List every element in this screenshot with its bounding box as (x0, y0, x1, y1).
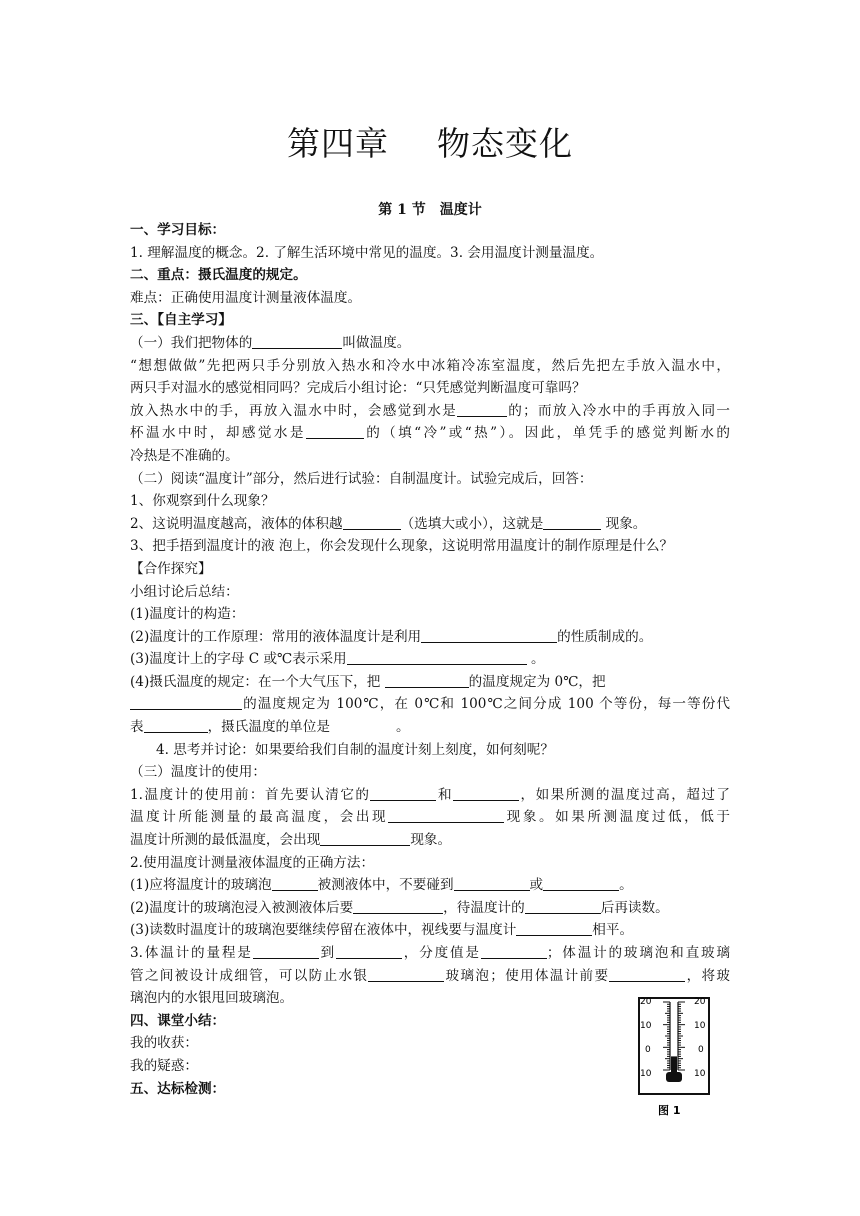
right-tick-label: 20 (694, 997, 706, 1007)
my-gains: 我的收获： (130, 1035, 198, 1052)
discussion-question: 4. 思考并讨论：如果要给我们自制的温度计刻上刻度，如何刻呢？ (156, 741, 554, 758)
right-tick-label: 10 (694, 1069, 706, 1079)
answer-blank[interactable] (252, 334, 342, 349)
right-tick-label: 10 (694, 1021, 706, 1031)
section-name: 温度计 (439, 202, 482, 218)
answer-blank[interactable] (253, 944, 319, 959)
answer-blank[interactable] (525, 899, 601, 914)
answer-blank[interactable] (353, 899, 443, 914)
method-step-3: (3)读数时温度计的玻璃泡要继续停留在液体中，视线要与温度计 相平。 (130, 922, 634, 939)
answer-blank[interactable] (347, 650, 527, 665)
question-3: 3、把手捂到温度计的液 泡上，你会发现什么现象，这说明常用温度计的制作原理是什么？ (130, 538, 674, 555)
before-use-line-1: 1.温度计的使用前：首先要认清它的 和 ，如果所测的温度过高，超过了 (130, 786, 731, 803)
answer-blank[interactable] (516, 921, 592, 936)
item-celsius-rule: (4)摄氏温度的规定：在一个大气压下，把 的温度规定为 0℃，把 (130, 673, 606, 690)
liquid-column (671, 1056, 677, 1074)
figure-caption: 图 1 (658, 1104, 681, 1117)
question-1: 1、你观察到什么现象？ (130, 493, 275, 510)
clinical-line-1: 3.体温计的量程是 到 ，分度值是 ；体温计的玻璃泡和直玻璃 (130, 945, 731, 961)
item-principle: (2)温度计的工作原理：常用的液体温度计是利用 的性质制成的。 (130, 628, 653, 645)
thermometer-bulb (666, 1072, 682, 1082)
item-structure: (1)温度计的构造： (130, 606, 245, 623)
left-tick-label: 10 (640, 1069, 652, 1079)
answer-blank[interactable] (454, 876, 530, 891)
summary-intro: 小组讨论后总结： (130, 583, 239, 600)
try-it-line-1: “想想做做”先把两只手分别放入热水和冷水中冰箱冷冻室温度，然后先把左手放入温水中， (130, 357, 730, 374)
objectives-text: 1. 理解温度的概念。2. 了解生活环境中常见的温度。3. 会用温度计测量温度。 (130, 244, 604, 261)
question-2: 2、这说明温度越高，液体的体积越 （选填大或小），这就是 现象。 (130, 515, 647, 532)
chapter-name: 物态变化 (437, 124, 573, 163)
answer-blank[interactable] (320, 831, 410, 846)
answer-blank[interactable] (343, 515, 401, 530)
clinical-line-2: 管之间被设计成细管，可以防止水银 玻璃泡；使用体温计前要 ，将玻 (130, 967, 731, 984)
cold-hand-line: 杯温水中时，却感觉水是 的（填“冷”或“热”）。因此，单凭手的感觉判断水的 (130, 425, 731, 442)
item-unit-letter: (3)温度计上的字母 C 或℃表示采用 。 (130, 651, 545, 668)
heading-usage: （三）温度计的使用： (130, 764, 266, 781)
definition-line: （一）我们把物体的 叫做温度。 (130, 334, 411, 351)
worksheet-body (130, 219, 730, 1100)
method-heading: 2.使用温度计测量液体温度的正确方法： (130, 854, 375, 871)
hot-hand-line: 放入热水中的手，再放入温水中时，会感觉到水是 的；而放入冷水中的手再放入同一 (130, 402, 731, 419)
try-it-line-2: 两只手对温水的感觉相同吗？完成后小组讨论：“只凭感觉判断温度可靠吗？ (130, 380, 586, 397)
answer-blank[interactable] (457, 402, 507, 417)
my-doubts: 我的疑惑： (130, 1057, 198, 1074)
chapter-title (0, 118, 860, 165)
heading-objectives: 一、学习目标： (130, 222, 226, 238)
heading-self-study: 三、【自主学习】 (130, 312, 232, 329)
difficulty-text: 难点：正确使用温度计测量液体温度。 (130, 289, 362, 306)
before-use-line-2: 温度计所能测量的最高温度，会出现 现象。如果所测温度过低，低于 (130, 809, 731, 826)
heading-summary: 四、课堂小结： (130, 1012, 226, 1029)
heading-cooperative: 【合作探究】 (130, 560, 212, 577)
method-step-1: (1)应将温度计的玻璃泡 被测液体中，不要碰到 或 。 (130, 877, 633, 894)
answer-blank[interactable] (385, 673, 469, 688)
answer-blank[interactable] (144, 718, 208, 733)
method-step-2: (2)温度计的玻璃泡浸入被测液体后要 ，待温度计的 后再读数。 (130, 899, 669, 916)
celsius-rule-line-2: 的温度规定为 100℃，在 0℃和 100℃之间分成 100 个等份，每一等份代 (130, 693, 730, 716)
section-number: 第 1 节 (378, 202, 426, 218)
answer-blank[interactable] (368, 967, 444, 982)
right-tick-label: 0 (698, 1045, 704, 1055)
answer-blank[interactable] (543, 876, 619, 891)
left-tick-label: 10 (640, 1021, 652, 1031)
clinical-line-3: 璃泡内的水银甩回玻璃泡。 (130, 990, 294, 1007)
conclusion-line: 冷热是不准确的。 (130, 447, 239, 464)
answer-blank[interactable] (388, 808, 504, 823)
answer-blank[interactable] (453, 786, 519, 801)
answer-blank[interactable] (272, 876, 318, 891)
answer-blank[interactable] (609, 967, 685, 982)
before-use-line-3: 温度计所测的最低温度，会出现 现象。 (130, 832, 452, 849)
reading-task: （二）阅读“温度计”部分，然后进行试验：自制温度计。试验完成后，回答： (130, 470, 593, 487)
thermometer-figure (636, 996, 712, 1120)
section-title (0, 199, 860, 219)
left-tick-label: 0 (645, 1045, 651, 1055)
left-tick-label: 20 (640, 997, 652, 1007)
answer-blank[interactable] (370, 786, 436, 801)
answer-blank[interactable] (130, 695, 242, 710)
chapter-number: 第四章 (287, 124, 389, 163)
answer-blank[interactable] (543, 515, 601, 530)
heading-assessment: 五、达标检测： (130, 1080, 226, 1097)
answer-blank[interactable] (421, 628, 557, 643)
answer-blank[interactable] (336, 944, 402, 959)
celsius-rule-line-3: 表 ，摄氏温度的单位是 。 (130, 719, 410, 736)
answer-blank[interactable] (306, 424, 364, 439)
heading-key-point: 二、重点：摄氏温度的规定。 (130, 267, 307, 284)
answer-blank[interactable] (481, 944, 547, 959)
